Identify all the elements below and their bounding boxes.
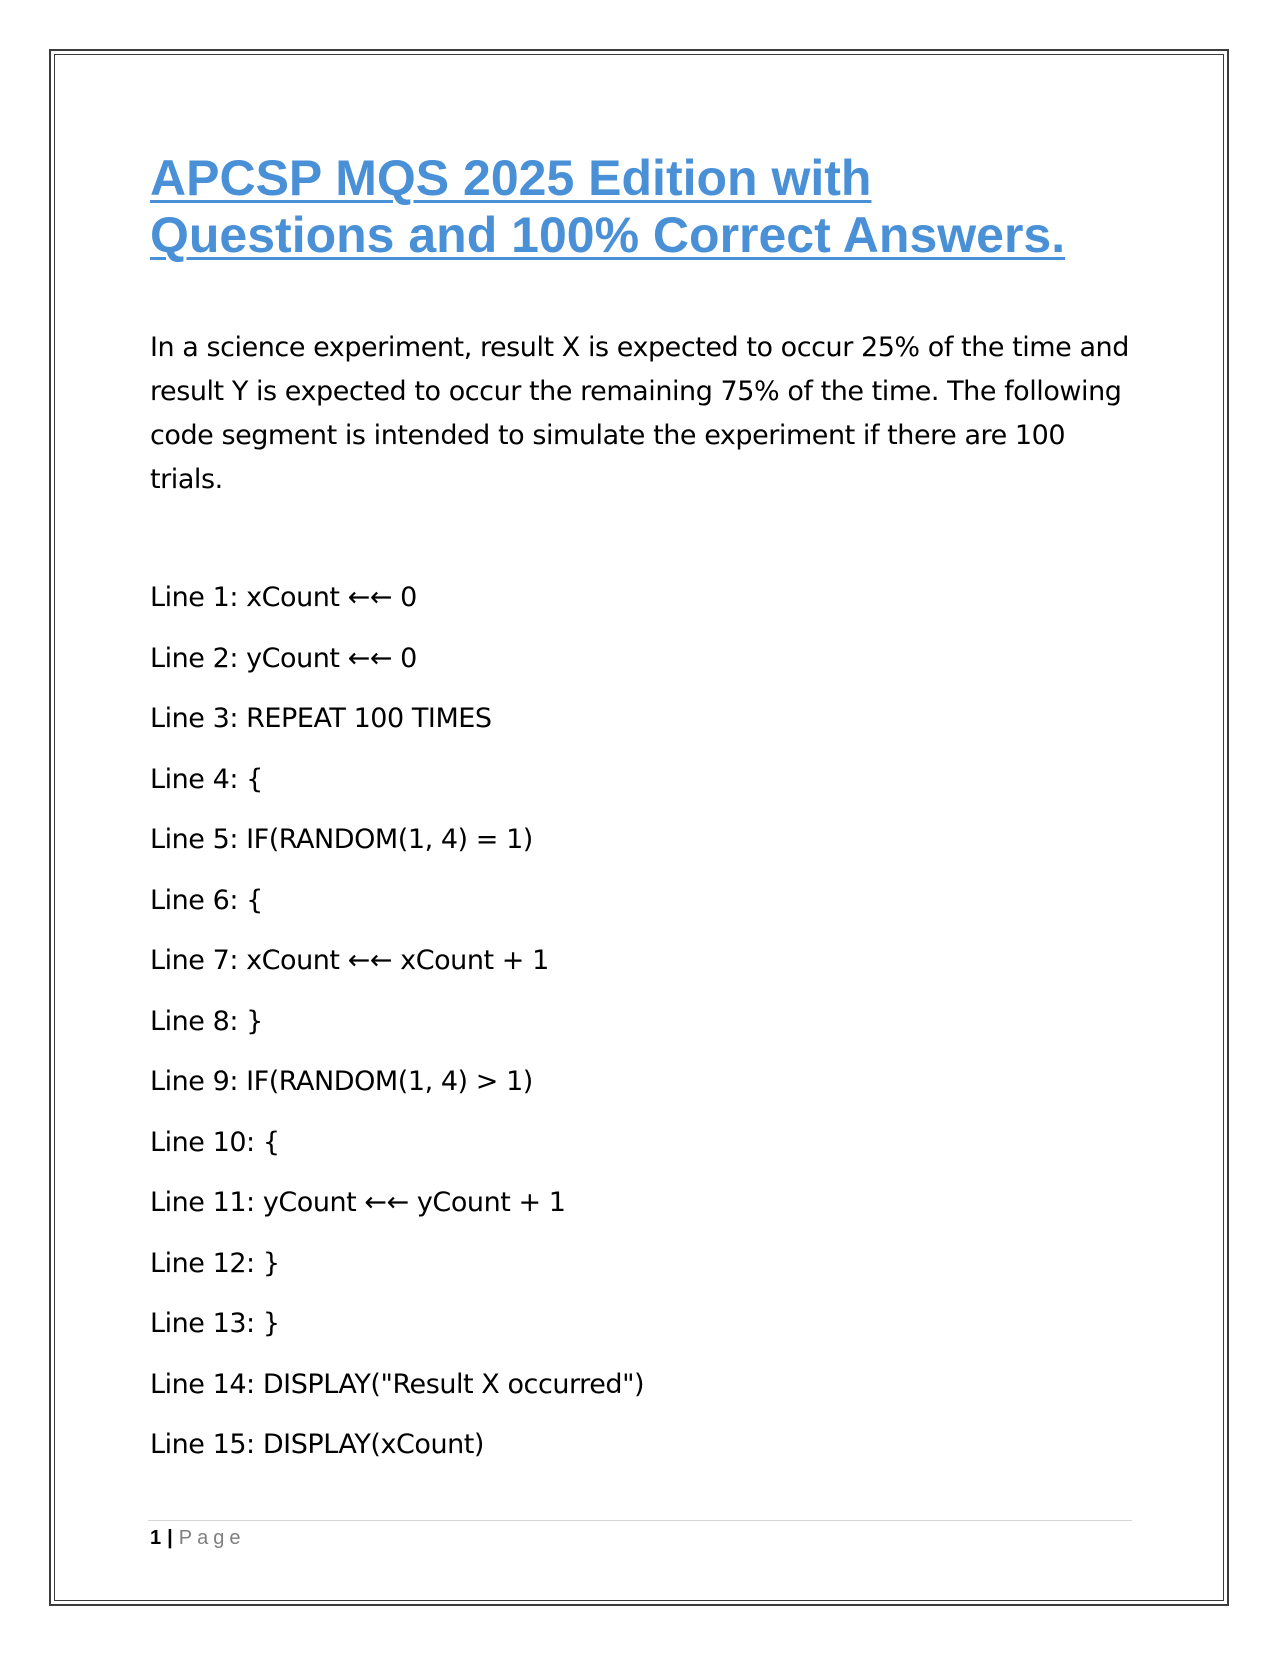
- footer-divider: [148, 1520, 1132, 1521]
- page-number: 1: [150, 1527, 162, 1549]
- code-line: Line 2: yCount ←← 0: [150, 642, 417, 674]
- page-label: Page: [178, 1527, 246, 1549]
- footer-separator: |: [167, 1527, 173, 1549]
- code-line: Line 9: IF(RANDOM(1, 4) > 1): [150, 1066, 533, 1097]
- code-line: Line 12: }: [150, 1247, 280, 1279]
- code-line: Line 8: }: [150, 1005, 263, 1037]
- code-line: Line 4: {: [150, 763, 263, 795]
- code-line: Line 3: REPEAT 100 TIMES: [150, 703, 492, 734]
- code-line: Line 11: yCount ←← yCount + 1: [150, 1187, 566, 1218]
- title-line-1: APCSP MQS 2025 Edition with: [150, 150, 872, 206]
- page-footer: [150, 1524, 245, 1552]
- code-line: Line 1: xCount ←← 0: [150, 582, 417, 613]
- code-line: Line 5: IF(RANDOM(1, 4) = 1): [150, 824, 533, 855]
- code-line: Line 7: xCount ←← xCount + 1: [150, 945, 549, 976]
- code-line: Line 14: DISPLAY("Result X occurred"): [150, 1368, 645, 1400]
- code-listing: [150, 578, 644, 1486]
- code-line: Line 15: DISPLAY(xCount): [150, 1429, 485, 1460]
- code-line: Line 10: {: [150, 1126, 280, 1158]
- intro-paragraph: In a science experiment, result X is expected to occur 25% of the time and result Y is expected to occur the remaining 75% of the time. The following code segment is intended to simulate the experiment if there are 100 trials.: [150, 332, 1129, 495]
- code-line: Line 6: {: [150, 884, 263, 916]
- title-line-2: Questions and 100% Correct Answers.: [150, 207, 1066, 263]
- document-title: [150, 150, 1150, 264]
- code-line: Line 13: }: [150, 1308, 280, 1339]
